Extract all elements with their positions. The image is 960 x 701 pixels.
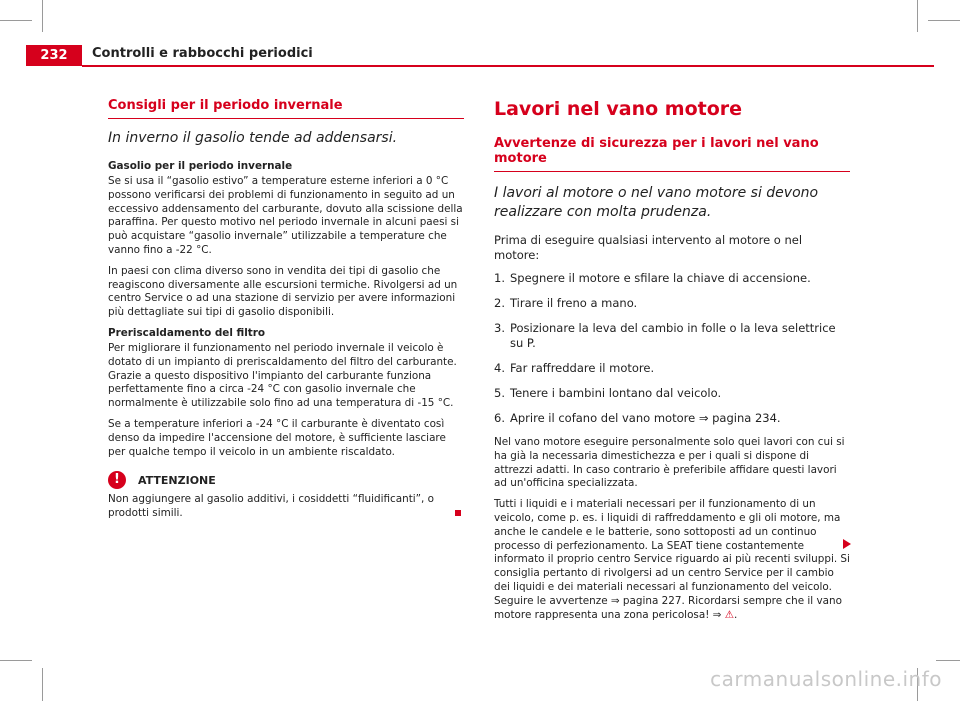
subheading: Preriscaldamento del filtro [108, 326, 265, 339]
section-intro: In inverno il gasolio tende ad addensarsi. [108, 130, 398, 146]
left-column [108, 98, 464, 528]
watermark: carmanualsonline.info [710, 667, 942, 691]
crop-mark [0, 20, 32, 21]
crop-mark [0, 660, 32, 661]
paragraph: Per migliorare il funzionamento nel periodo invernale il veicolo è dotato di un impianto di preriscaldamento del filtro del carburante. Grazie a questo dispositivo l'impianto del carburante funziona perfettamente fino a circa -24 °C con gasolio invernale che normalmente è utilizzabile solo fino ad una temperatura di -15 °C. [108, 341, 457, 410]
page-number: 232 [26, 45, 82, 66]
chapter-title: Lavori nel vano motore [494, 98, 743, 120]
paragraph: Se a temperature inferiori a -24 °C il carburante è diventato così denso da impedire l'accensione del motore, è sufficiente lasciare per qualche tempo il veicolo in un ambiente riscaldato. [108, 417, 446, 458]
crop-mark [917, 0, 918, 32]
paragraph: Nel vano motore eseguire personalmente solo quei lavori con cui si ha già la necessaria dimestichezza e per i quali si dispone di attrezzi adatti. In caso contrario è preferibile affidare questi lavori ad un'officina specializzata. [494, 436, 845, 490]
subheading: Gasolio per il periodo invernale [108, 160, 293, 172]
page-link[interactable]: Aprire il cofano del vano motore ⇒ pagina 234. [510, 411, 781, 425]
right-column [494, 98, 850, 629]
list-item: 2. Tirare il freno a mano. [494, 296, 638, 310]
paragraph: In paesi con clima diverso sono in vendita dei tipi di gasolio che reagiscono diversamente alle escursioni termiche. Rivolgersi ad un centro Service o ad una stazione di servizio per avere informazioni più dettagliate sui tipi di gasolio disponibili. [108, 264, 458, 319]
list-item: 6. Aprire il cofano del vano motore ⇒ pagina 234. [494, 411, 781, 425]
list-item: 3. Posizionare la leva del cambio in folle o la leva selettrice su P. [494, 321, 836, 350]
list-item: 1. Spegnere il motore e sfilare la chiave di accensione. [494, 271, 811, 285]
crop-mark [42, 0, 43, 32]
lead-paragraph: Prima di eseguire qualsiasi intervento al motore o nel motore: [494, 233, 803, 262]
steps-list [494, 271, 850, 426]
warning-header [108, 471, 464, 489]
warning-title: ATTENZIONE [138, 473, 216, 487]
list-item: 5. Tenere i bambini lontano dal veicolo. [494, 386, 722, 400]
crop-mark [936, 660, 960, 661]
paragraph: Tutti i liquidi e i materiali necessari per il funzionamento di un veicolo, come p. es. i liquidi di raffreddamento e gli oli motore, ma anche le candele e le batterie, sono sottoposti ad un continuo processo di perfezionamento. La SEAT tiene costantemente informato il proprio centro Service riguardo ai più recenti sviluppi. Si consiglia pertanto di rivolgersi ad un centro Service per il cambio dei liquidi e dei materiali necessari al funzionamento del veicolo. Seguire le avvertenze ⇒ pagina 227. Ricordarsi sempre che il vano motore rappresenta una zona pericolosa! ⇒ ⚠. [494, 498, 850, 621]
warning-icon: ! [108, 471, 126, 489]
warning-triangle-icon[interactable]: ⚠ [724, 608, 735, 621]
paragraph: Se si usa il “gasolio estivo” a temperature esterne inferiori a 0 °C possono verificarsi dei problemi di funzionamento in seguito ad un eccessivo addensamento del carburante, dovuto alla scissione della paraffina. Per questo motivo nel periodo invernale in alcuni paesi si può acquistare “gasolio invernale” utilizzabile a temperature che vanno fino a -22 °C. [108, 175, 463, 256]
crop-mark [42, 668, 43, 701]
crop-mark [928, 20, 960, 21]
running-header-title: Controlli e rabbocchi periodici [92, 46, 313, 61]
warning-text: Non aggiungere al gasolio additivi, i cosiddetti “fluidificanti”, o prodotti simili. [108, 493, 435, 520]
section-title: Consigli per il periodo invernale [108, 98, 464, 119]
header-rule [82, 65, 934, 67]
section-title: Avvertenze di sicurezza per i lavori nel vano motore [494, 136, 850, 172]
section-intro: I lavori al motore o nel vano motore si devono realizzare con molta prudenza. [494, 185, 819, 220]
end-marker-icon [455, 510, 461, 516]
continue-arrow-icon [843, 539, 851, 549]
list-item: 4. Far raffreddare il motore. [494, 361, 655, 375]
